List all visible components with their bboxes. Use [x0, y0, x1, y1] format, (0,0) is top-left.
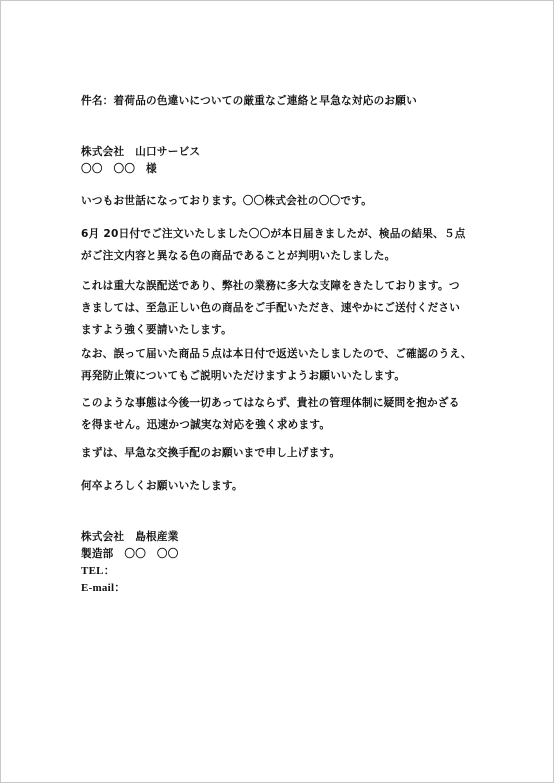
sender-tel: TEL： — [81, 565, 116, 577]
body-paragraph-5: まずは、早急な交換手配のお願いまで申し上げます。 — [81, 447, 341, 459]
sender-company: 株式会社 島根産業 — [81, 531, 179, 543]
body-line: なお、誤って届いた商品５点は本日付で返送いたしましたので、ご確認のうえ、 — [81, 348, 472, 360]
closing-line: 何卒よろしくお願いいたします。 — [81, 480, 243, 492]
subject-line: 件名：着荷品の色違いについての厳重なご連絡と早急な対応のお願い — [81, 95, 417, 107]
body-paragraph-3 — [81, 343, 501, 387]
body-line: 再発防止策についてもご説明いただけますようお願いいたします。 — [81, 370, 406, 382]
recipient-name: 〇〇 〇〇 様 — [81, 163, 157, 175]
body-line: ますよう強く要請いたします。 — [81, 324, 232, 336]
sender-email: E-mail： — [81, 582, 126, 594]
greeting-line: いつもお世話になっております。〇〇株式会社の〇〇です。 — [81, 195, 373, 207]
body-line: きましては、至急正しい色の商品をご手配いただき、速やかにご送付ください — [81, 302, 461, 314]
recipient-company: 株式会社 山口サービス — [81, 146, 201, 158]
body-line: 6月 20日付でご注文いたしました〇〇が本日届きましたが、検品の結果、５点 — [81, 228, 466, 240]
sender-dept-name: 製造部 〇〇 〇〇 — [81, 548, 179, 560]
body-line: このような事態は今後一切あってはならず、貴社の管理体制に疑問を抱かざる — [81, 397, 460, 409]
body-paragraph-1 — [81, 223, 501, 267]
body-paragraph-4 — [81, 392, 501, 436]
body-line: これは重大な誤配送であり、弊社の業務に多大な支障をきたしております。つ — [81, 280, 460, 292]
body-line: を得ません。迅速かつ誠実な対応を強く求めます。 — [81, 419, 331, 431]
body-paragraph-2 — [81, 275, 501, 341]
body-line: がご注文内容と異なる色の商品であることが判明いたしました。 — [81, 250, 396, 262]
